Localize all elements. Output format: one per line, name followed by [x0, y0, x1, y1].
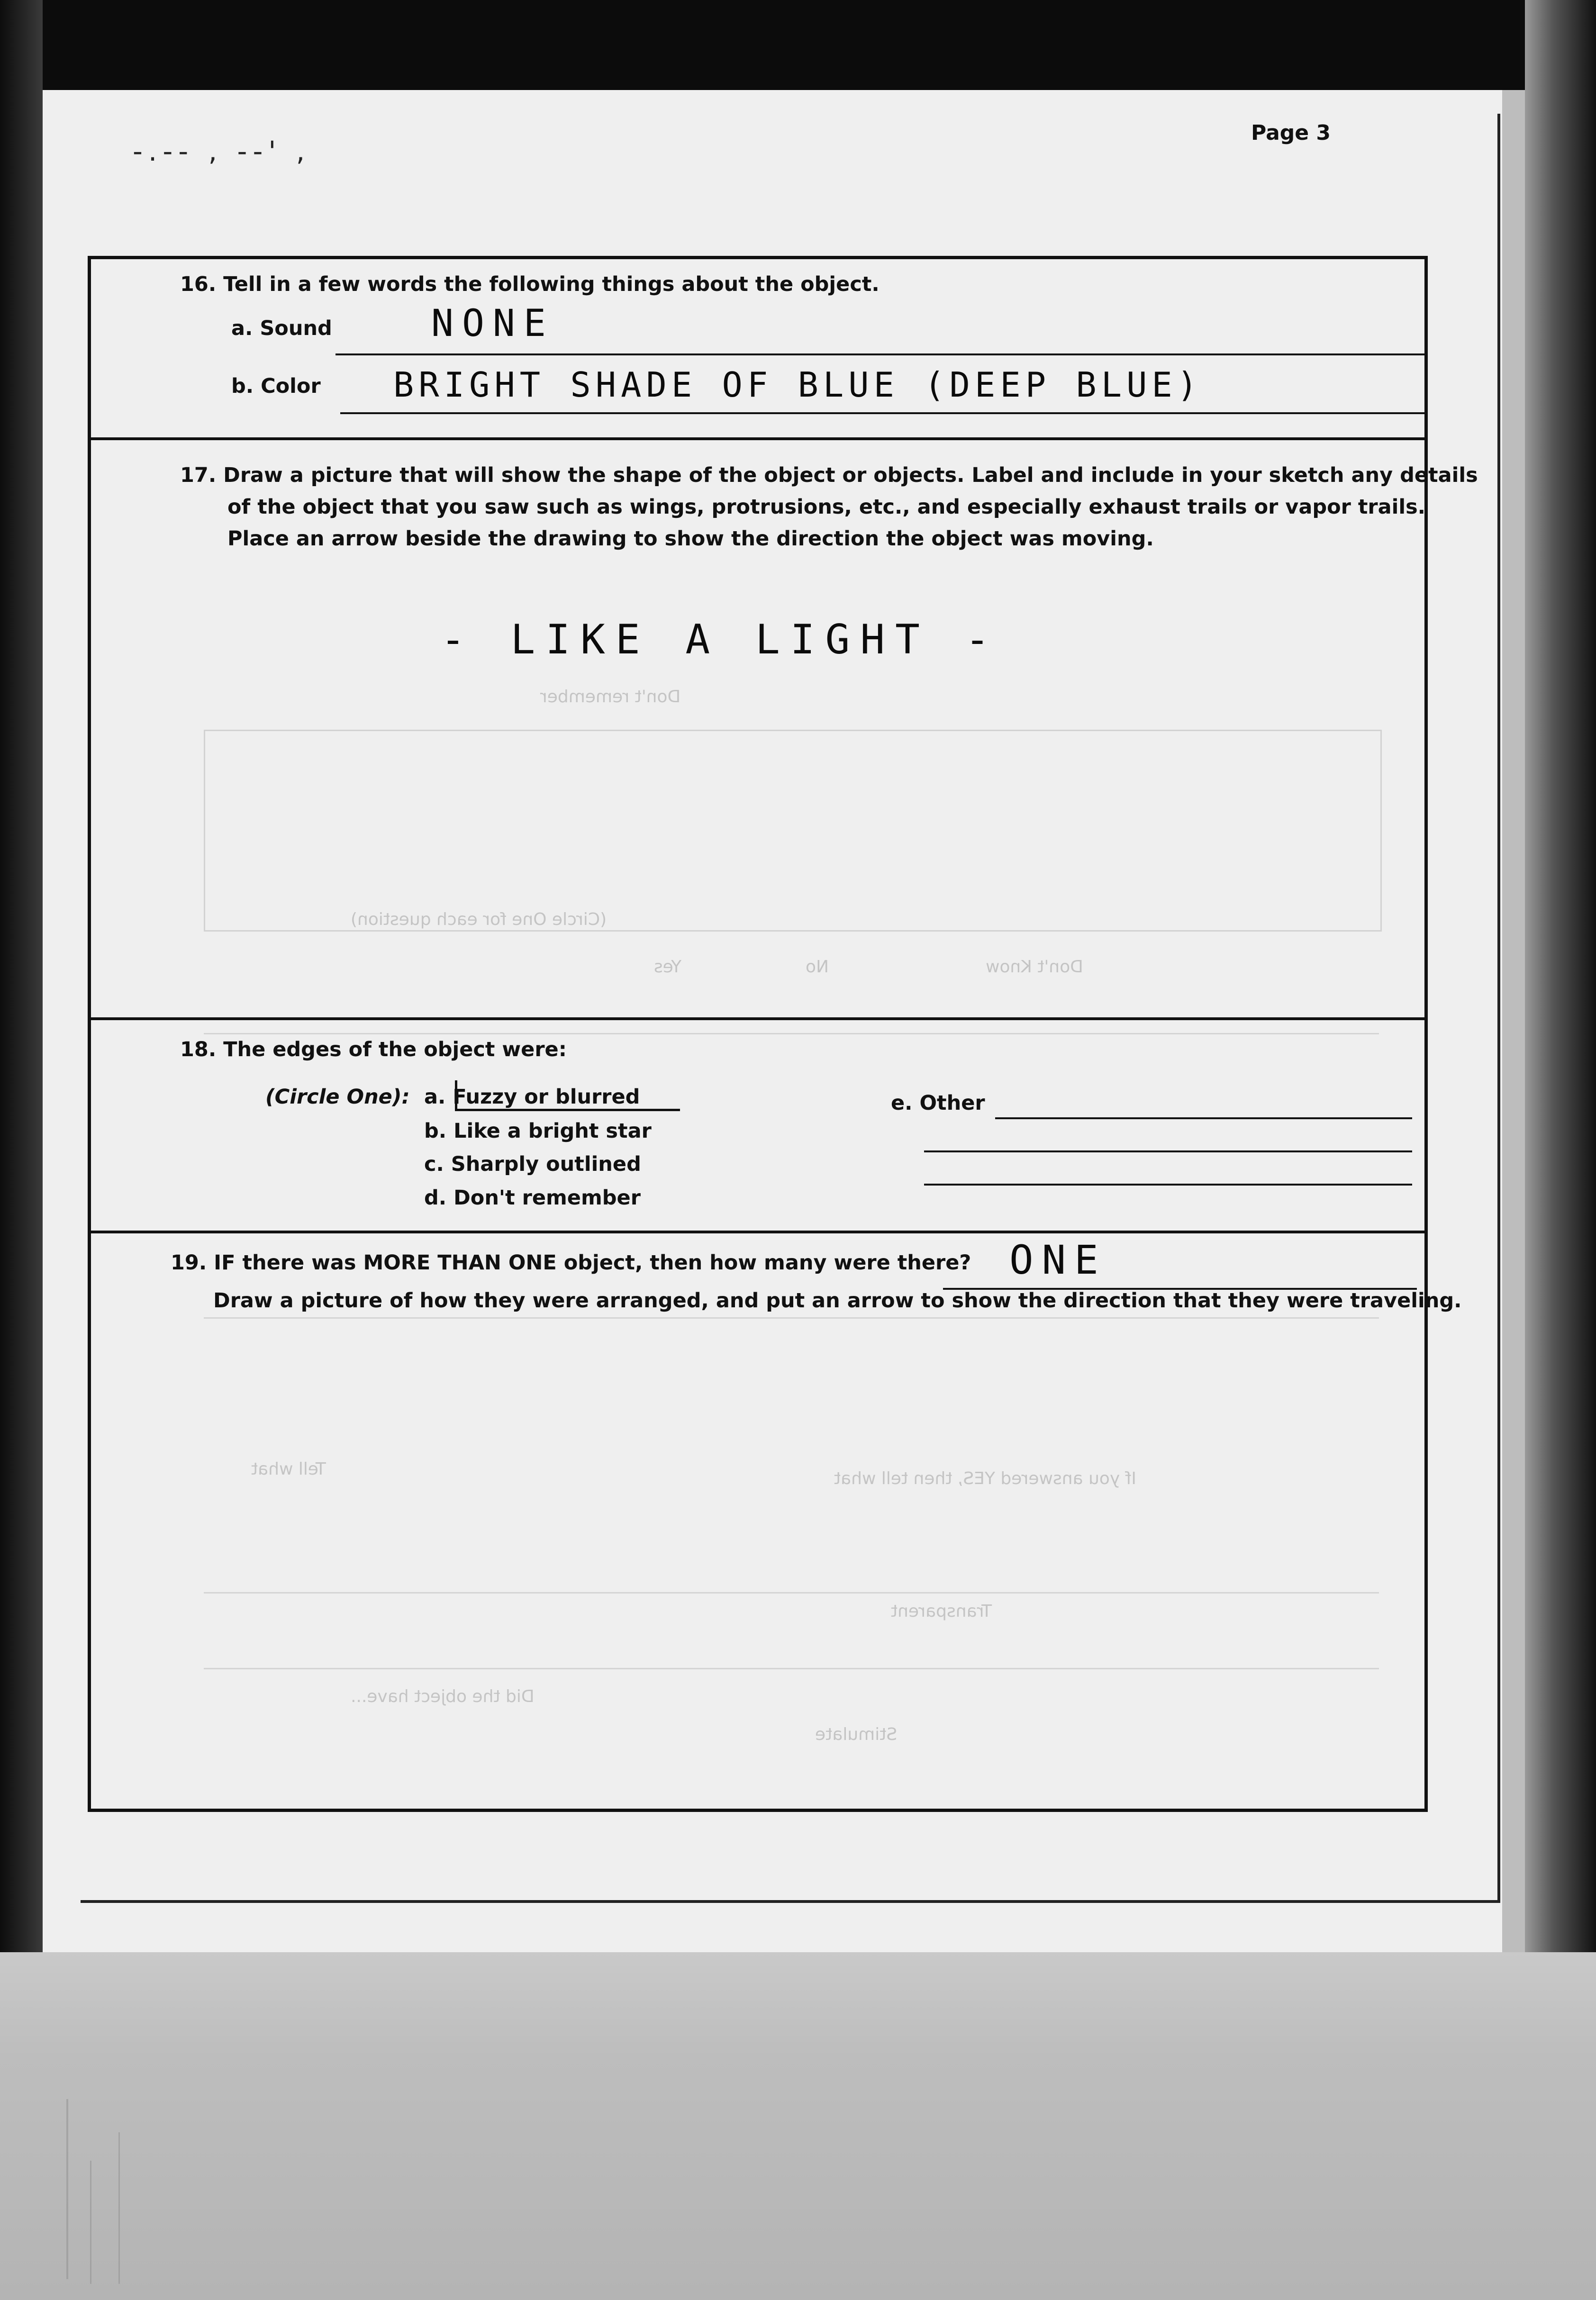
q19-prompt-line1: 19. IF there was MORE THAN ONE object, then how many were there?: [171, 1251, 971, 1275]
q18-other-line: [924, 1184, 1412, 1186]
q18-option-a: a. Fuzzy or blurred: [424, 1085, 640, 1109]
faint-text: No: [806, 957, 829, 977]
faint-text: Don't Know: [986, 957, 1083, 977]
faint-text: (Circle One for each question): [351, 910, 607, 929]
faint-text: Did the object have...: [351, 1687, 535, 1706]
q16-color-answer: BRIGHT SHADE OF BLUE (DEEP BLUE): [393, 365, 1203, 405]
q16-color-line: [340, 412, 1426, 414]
q19-count-answer: ONE: [1009, 1237, 1107, 1283]
faint-text: Tell what: [251, 1459, 326, 1479]
questionnaire-form: [88, 256, 1428, 1812]
q18-option-b: b. Like a bright star: [424, 1119, 652, 1143]
q17-prompt-line2: of the object that you saw such as wings, protrusions, etc., and especially exhaust trails or vapor trails.: [227, 495, 1426, 519]
q18-option-c: c. Sharply outlined: [424, 1152, 641, 1176]
faint-text: If you answered YES, then tell what: [834, 1469, 1136, 1488]
q18-option-d: d. Don't remember: [424, 1186, 641, 1210]
q18-circle-instruction: (Circle One):: [265, 1085, 410, 1109]
film-scratch: [66, 2099, 68, 2279]
q16-sound-label: a. Sound: [231, 317, 332, 340]
film-border-top: [0, 0, 1596, 90]
q17-prompt-line1: 17. Draw a picture that will show the shape of the object or objects. Label and include in your sketch any details: [180, 463, 1478, 487]
film-scratch: [118, 2132, 120, 2284]
q16-sound-line: [336, 353, 1426, 355]
q17-sketch-answer: - LIKE A LIGHT -: [441, 616, 1000, 663]
faint-text: Don't remember: [540, 687, 681, 706]
q17-prompt-line3: Place an arrow beside the drawing to show the direction the object was moving.: [227, 527, 1154, 551]
q16-color-label: b. Color: [231, 374, 321, 398]
film-border-bottom: [0, 1952, 1596, 2300]
q18-selection-mark: [455, 1080, 680, 1111]
q19-prompt-line2: Draw a picture of how they were arranged, and put an arrow to show the direction that they were traveling.: [213, 1289, 1462, 1313]
q18-other-line: [995, 1117, 1412, 1119]
section-divider: [91, 1017, 1424, 1020]
film-scratch: [90, 2161, 91, 2284]
q18-option-e: e. Other: [891, 1091, 985, 1115]
q18-prompt: 18. The edges of the object were:: [180, 1038, 567, 1061]
page-number: Page 3: [1251, 121, 1331, 145]
faint-text: Yes: [654, 957, 682, 977]
section-divider: [91, 437, 1424, 440]
faint-text: Transparent: [891, 1602, 992, 1621]
section-divider: [91, 1231, 1424, 1233]
q18-other-line: [924, 1150, 1412, 1152]
corner-marks: -.-- , --' ,: [133, 135, 311, 167]
q16-sound-answer: NONE: [431, 302, 554, 345]
faint-text: Stimulate: [815, 1725, 898, 1744]
q16-prompt: 16. Tell in a few words the following things about the object.: [180, 272, 880, 296]
